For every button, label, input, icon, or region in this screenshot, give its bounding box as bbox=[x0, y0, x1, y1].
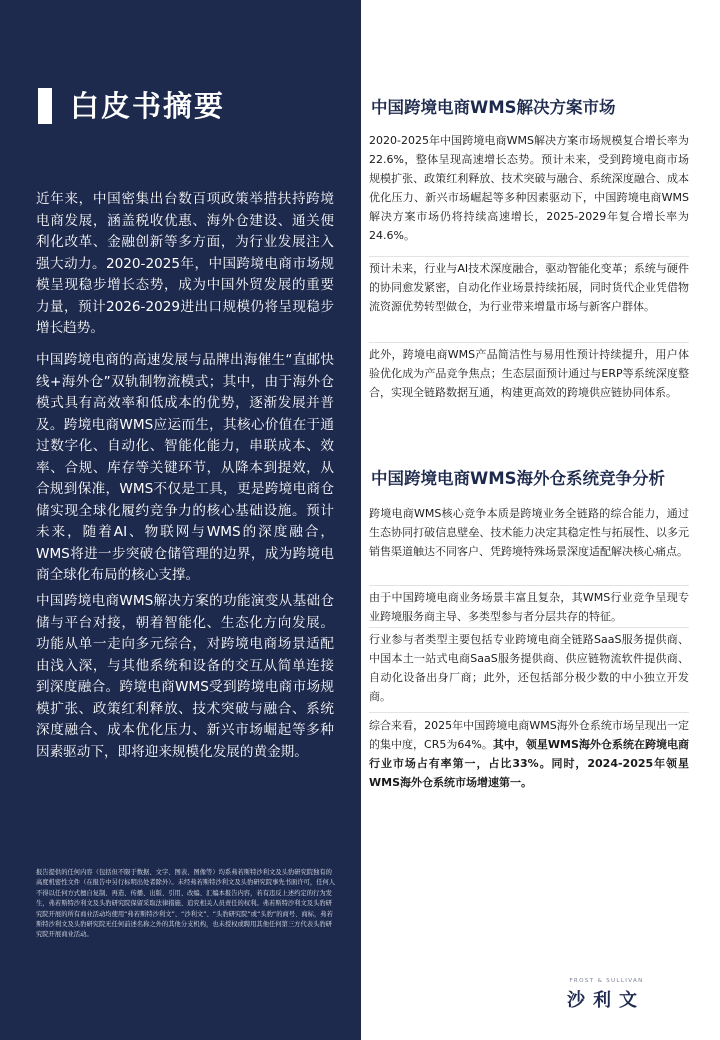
competition-paragraph-4 bbox=[369, 716, 689, 792]
divider bbox=[369, 585, 689, 586]
summary-paragraph-3: 中国跨境电商WMS解决方案的功能演变从基础仓储与平台对接，朝着智能化、生态化方向发展。功能从单一走向多元综合，对跨境电商场景适配由浅入深，与其他系统和设备的交互从简单连接到深度融合。跨境电商WMS受到跨境电商市场规模扩张、政策红利释放、技术突破与融合、系统深度融合、成本优化压力、新兴市场崛起等多种因素驱动下，即将迎来规模化发展的黄金期。 bbox=[36, 593, 334, 760]
right-panel bbox=[361, 0, 720, 1040]
page-title: 白皮书摘要 bbox=[70, 89, 226, 123]
market-paragraph-1: 2020-2025年中国跨境电商WMS解决方案市场规模复合增长率为22.6%，整体呈现高速增长态势。预计未来，受到跨境电商市场规模扩张、政策红利释放、技术突破与融合、系统深度融合、成本优化压力、新兴市场崛起等多种因素驱动下，中国跨境电商WMS解决方案市场仍将持续高速增长，2025-2029年复合增长率为24.6%。 bbox=[369, 134, 689, 242]
sullivan-logo: 沙利文 bbox=[567, 990, 645, 1011]
divider bbox=[369, 627, 689, 628]
disclaimer-text: 报告提供的任何内容（包括但不限于数据、文字、图表、图像等）均系弗若斯特沙利文及头豹研究院独有的高度机密性文件（在报告中另行标明出处者除外）。未经弗若斯特沙利文及头豹研究院事先书面许可，任何人不得以任何方式擅自复制、再造、传播、出版、引用、改编、汇编本报告内容，若有违反上述约定的行为发生，弗若斯特沙利文及头豹研究院保留采取法律措施、追究相关人员责任的权利。弗若斯特沙利文及头豹研究院开展的所有商业活动均使用“弗若斯特沙利文”、“沙利文”、“头豹研究院”或“头豹”的商号、商标，弗若斯特沙利文及头豹研究院无任何前述名称之外的其他分支机构，也未授权或聘用其他任何第三方代表头豹研究院开展商业活动。 bbox=[36, 869, 336, 939]
competition-paragraph-1: 跨境电商WMS核心竞争本质是跨境业务全链路的综合能力，通过生态协同打破信息壁垒、技术能力决定其稳定性与拓展性、以多元销售渠道触达不同客户、凭跨境特殊场景深度适配解决核心痛点。 bbox=[369, 507, 689, 558]
competition-paragraph-3: 行业参与者类型主要包括专业跨境电商全链路SaaS服务提供商、中国本土一站式电商SaaS服务提供商、供应链物流软件提供商、自动化设备出身厂商；此外，还包括部分极少数的中小独立开发商。 bbox=[369, 633, 689, 703]
summary-paragraph-2: 中国跨境电商的高速发展与品牌出海催生“直邮快线+海外仓”双轨制物流模式；其中，由于海外仓模式具有高效率和低成本的优势，逐渐发展并普及。跨境电商WMS应运而生，其核心价值在于通过数字化、自动化、智能化能力，串联成本、效率、合规、库存等关键环节，从降本到提效，从合规到保准，WMS不仅是工具，更是跨境电商仓储实现全球化履约竞争力的核心基础设施。预计未来，随着AI、物联网与WMS的深度融合，WMS将进一步突破仓储管理的边界，成为跨境电商全球化布局的核心支撑。 bbox=[36, 352, 334, 583]
divider bbox=[369, 712, 689, 713]
section-heading-market: 中国跨境电商WMS解决方案市场 bbox=[371, 98, 616, 117]
section-heading-competition: 中国跨境电商WMS海外仓系统竞争分析 bbox=[371, 469, 666, 488]
divider bbox=[369, 256, 689, 257]
title-accent-bar bbox=[38, 88, 52, 124]
summary-paragraph-1: 近年来，中国密集出台数百项政策举措扶持跨境电商发展，涵盖税收优惠、海外仓建设、通关便利化改革、金融创新等多方面，为行业发展注入强大动力。2020-2025年，中国跨境电商市场规模呈现稳步增长态势，成为中国外贸发展的重要力量，预计2026-2029进出口规模仍将呈现稳步增长趋势。 bbox=[36, 191, 334, 336]
divider bbox=[369, 342, 689, 343]
frost-sullivan-logo-text: FROST & SULLIVAN bbox=[569, 978, 644, 984]
competition-paragraph-2: 由于中国跨境电商业务场景丰富且复杂，其WMS行业竞争呈现专业跨境服务商主导、多类型参与者分层共存的特征。 bbox=[369, 591, 689, 623]
market-paragraph-3: 此外，跨境电商WMS产品简洁性与易用性预计持续提升，用户体验优化成为产品竞争焦点；生态层面预计通过与ERP等系统深度整合，实现全链路数据互通，构建更高效的跨境供应链协同体系。 bbox=[369, 348, 689, 399]
competition-summary-text: 综合来看，2025年中国跨境电商WMS海外仓系统市场呈现出一定的集中度，CR5为64%。 bbox=[369, 719, 689, 751]
competition-highlight-text: 其中，领星WMS海外仓系统在跨境电商行业市场占有率第一，占比33%。同时，2024-2025年领星WMS海外仓系统市场增速第一。 bbox=[369, 738, 689, 789]
market-paragraph-2: 预计未来，行业与AI技术深度融合，驱动智能化变革；系统与硬件的协同愈发紧密，自动化作业场景持续拓展，同时货代企业凭借物流资源优势转型做仓，为行业带来增量市场与新客户群体。 bbox=[369, 262, 689, 313]
